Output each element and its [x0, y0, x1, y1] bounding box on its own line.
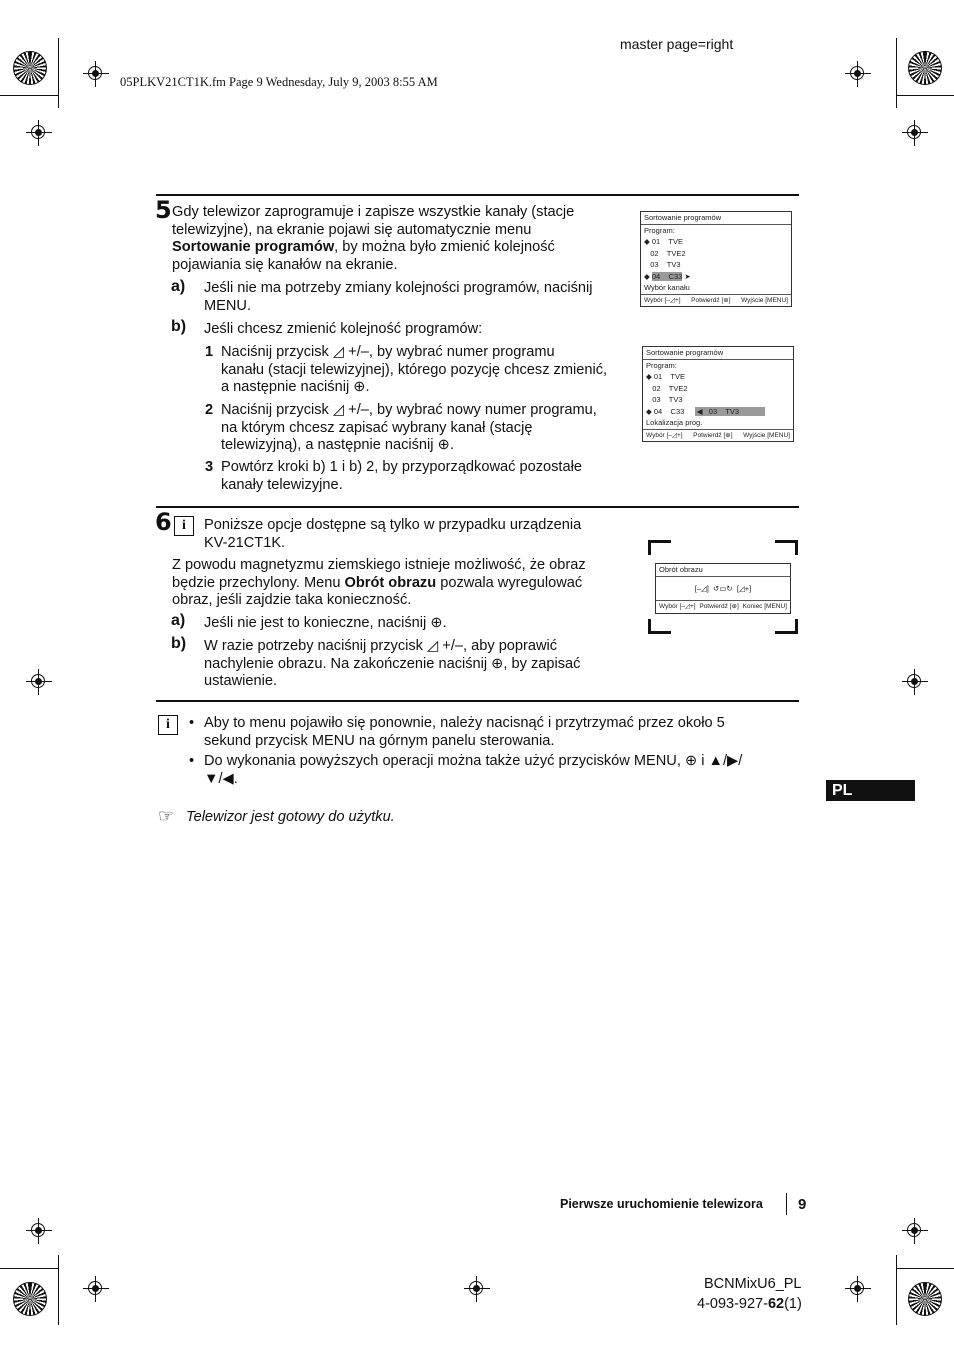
color-registration-icon	[908, 1282, 942, 1316]
section-rule	[156, 700, 799, 702]
text-line: Z powodu magnetyzmu ziemskiego istnieje możliwość, że obraz	[172, 557, 586, 573]
text-line	[172, 239, 632, 257]
osd-image-rotation	[655, 563, 791, 614]
doc-code: BCNMixU6_PL	[704, 1276, 802, 1292]
registration-mark-icon	[83, 1276, 109, 1302]
osd-moving-channel: ◀ 03 TV3	[695, 407, 765, 416]
section-title: Pierwsze uruchomienie telewizora	[560, 1197, 763, 1211]
arrow-left-icon: ◀	[696, 406, 703, 416]
substep-number: 2	[205, 402, 214, 418]
registration-mark-icon	[26, 1218, 52, 1244]
substep-1	[221, 344, 631, 397]
text-line: kanały telewizyjne.	[221, 476, 343, 493]
osd-title: Sortowanie programów	[643, 347, 793, 360]
registration-mark-icon	[902, 669, 928, 695]
registration-mark-icon	[26, 669, 52, 695]
step5-option-b: Jeśli chcesz zmienić kolejność programów:	[204, 321, 483, 337]
page-number: 9	[798, 1196, 807, 1213]
substep-number: 3	[205, 459, 214, 475]
step6-option-b	[204, 638, 634, 691]
step5-option-a	[204, 280, 634, 315]
section-rule	[156, 506, 799, 508]
text-line: kanału (stacji telewizyjnej), którego pozycję chcesz zmienić,	[221, 361, 608, 378]
osd-program-sorting-locate	[642, 346, 794, 442]
master-page-label: master page=right	[620, 36, 734, 52]
osd-footer: Wybór [–◿+] Potwierdź [⊕] Koniec [MENU]	[656, 600, 790, 613]
osd-program-sorting-select	[640, 211, 792, 307]
crop-mark	[896, 95, 954, 96]
frame-corner	[775, 540, 798, 555]
text-line: telewizyjne), na ekranie pojawi się automatycznie menu	[172, 221, 532, 238]
crop-mark	[0, 1268, 58, 1269]
color-registration-icon	[13, 51, 47, 85]
text-line: Poniższe opcje dostępne są tylko w przypadku urządzenia	[204, 517, 582, 533]
menu-name: Sortowanie programów	[172, 239, 335, 255]
bullet: •	[189, 715, 195, 731]
step5-intro	[172, 204, 632, 274]
option-label-a: a)	[171, 278, 186, 295]
crop-mark	[896, 38, 897, 108]
text-line: telewizyjną), a następnie naciśnij ⊕.	[221, 437, 454, 453]
crop-mark	[896, 1268, 954, 1269]
osd-status: Lokalizacja prog.	[646, 418, 703, 427]
info-icon: i	[158, 715, 178, 735]
text-line: Naciśnij przycisk ◿ +/–, by wybrać numer programu	[221, 344, 555, 360]
file-info: 05PLKV21CT1K.fm Page 9 Wednesday, July 9, 2003 8:55 AM	[120, 75, 438, 89]
registration-mark-icon	[464, 1276, 490, 1302]
frame-corner	[775, 619, 798, 634]
language-tab: PL	[826, 780, 915, 801]
text-line: będzie przechylony. Menu Obrót obrazu pozwala wyregulować	[172, 574, 583, 591]
color-registration-icon	[908, 51, 942, 85]
osd-row: ◆ 01 TVE	[646, 372, 686, 381]
text-line: Gdy telewizor zaprogramuje i zapisze wszystkie kanały (stacje	[172, 204, 575, 220]
bullet: •	[189, 753, 195, 769]
option-label-b: b)	[171, 635, 187, 652]
text-line: na którym chcesz zapisać wybrany kanał (stację	[221, 419, 533, 436]
footer-divider	[786, 1193, 787, 1215]
option-label-a: a)	[171, 612, 186, 629]
crop-mark	[58, 38, 59, 108]
note-1	[204, 715, 804, 750]
text-line: Powtórz kroki b) 1 i b) 2, by przyporządkować pozostałe	[221, 459, 582, 475]
text-line: nachylenie obrazu. Na zakończenie naciśnij ⊕, by zapisać	[204, 655, 581, 672]
step6-paragraph	[172, 557, 632, 610]
text-line: KV-21CT1K.	[204, 534, 286, 551]
text-line: pojawiania się kanałów na ekranie.	[172, 256, 398, 273]
menu-name: Obrót obrazu	[344, 574, 437, 591]
osd-row: 03 TV3	[650, 260, 681, 269]
registration-mark-icon	[902, 1218, 928, 1244]
crop-mark	[896, 1255, 897, 1325]
osd-status: Wybór kanału	[644, 283, 690, 292]
hand-pointer-icon: ☞	[158, 806, 175, 826]
text-line: sekund przycisk MENU na górnym panelu sterowania.	[204, 732, 555, 749]
updown-icon: ◆	[646, 406, 652, 416]
osd-rotation-control: [–◿] ↺▭↻ [◿+]	[694, 583, 752, 593]
osd-row: 03 TV3	[652, 395, 683, 404]
registration-mark-icon	[902, 120, 928, 146]
substep-number: 1	[205, 344, 214, 360]
info-icon: i	[174, 516, 194, 536]
osd-title: Sortowanie programów	[641, 212, 791, 225]
text-line: Aby to menu pojawiło się ponownie, należy nacisnąć i przytrzymać przez około 5	[204, 715, 725, 731]
osd-footer: Wybór [–◿+] Potwierdź [⊕] Wyjście [MENU]	[643, 429, 793, 442]
osd-row: 02 TVE2	[652, 383, 688, 393]
osd-row-selected: ◆ 04 C33 ◀ 03 TV3	[643, 406, 793, 418]
text-line: MENU.	[204, 297, 252, 314]
osd-footer: Wybór [–◿+] Potwierdź [⊕] Wyjście [MENU]	[641, 294, 791, 307]
osd-row: ◆ 01 TVE	[644, 237, 684, 246]
note-2	[204, 753, 804, 788]
text-line: W razie potrzeby naciśnij przycisk ◿ +/–, aby poprawić	[204, 638, 558, 654]
substep-2	[221, 402, 631, 455]
step6-info	[204, 517, 634, 552]
option-label-b: b)	[171, 318, 187, 335]
frame-corner	[648, 540, 671, 555]
osd-title: Obrót obrazu	[656, 564, 790, 577]
text-line: a następnie naciśnij ⊕.	[221, 379, 370, 395]
step-number-5: 5	[155, 196, 172, 224]
step6-option-a: Jeśli nie jest to konieczne, naciśnij ⊕.	[204, 615, 447, 631]
crop-mark	[0, 95, 58, 96]
updown-icon: ◆	[646, 372, 652, 381]
osd-label: Program:	[646, 360, 677, 370]
osd-row: 02 TVE2	[650, 248, 686, 258]
osd-row-selected: ◆ 04 C33 ➤	[644, 271, 691, 281]
text-line: ▼/◀.	[204, 770, 238, 787]
step-number-6: 6	[155, 508, 172, 536]
ready-message: Telewizor jest gotowy do użytku.	[186, 809, 395, 825]
text-line: Do wykonania powyższych operacji można także użyć przycisków MENU, ⊕ i ▲/▶/	[204, 753, 743, 769]
registration-mark-icon	[845, 1276, 871, 1302]
section-rule	[156, 194, 799, 196]
frame-corner	[648, 619, 671, 634]
text-line: Naciśnij przycisk ◿ +/–, by wybrać nowy numer programu,	[221, 402, 597, 418]
registration-mark-icon	[845, 61, 871, 87]
substep-3	[221, 459, 631, 494]
text-line: ustawienie.	[204, 673, 278, 689]
text-line: Jeśli nie ma potrzeby zmiany kolejności programów, naciśnij	[204, 280, 593, 296]
crop-mark	[58, 1255, 59, 1325]
text-line: obraz, jeśli zajdzie taka konieczność.	[172, 592, 412, 608]
arrow-right-icon: ➤	[684, 271, 691, 281]
registration-mark-icon	[83, 61, 109, 87]
part-number: 4-093-927-62(1)	[697, 1296, 802, 1312]
text-fragment: , by można było zmienić kolejność	[334, 239, 555, 255]
osd-label: Program:	[644, 225, 675, 235]
registration-mark-icon	[26, 120, 52, 146]
updown-icon: ◆	[644, 271, 650, 281]
updown-icon: ◆	[644, 237, 650, 246]
color-registration-icon	[13, 1282, 47, 1316]
